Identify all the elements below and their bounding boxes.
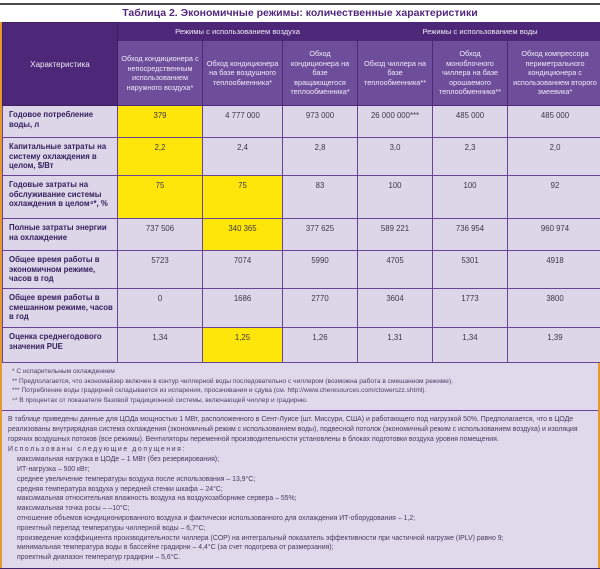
assumption-item: средняя температура воздуха у передней стенки шкафа – 24°С;	[17, 485, 223, 493]
table-cell: 2,0	[508, 138, 600, 176]
table-cell: 1,34	[433, 328, 508, 363]
column-header-rotary-heat-exchanger: Обход кондиционера на базе вращающегося теплообменника*	[283, 41, 358, 106]
table-cell: 5723	[118, 251, 203, 289]
table-row	[3, 138, 600, 176]
table-cell: 4705	[358, 251, 433, 289]
table-cell: 26 000 000***	[358, 106, 433, 138]
table-cell: 75	[203, 176, 283, 219]
row-label: Годовые затраты на обслуживание системы охлаждения в целом⁴*, %	[3, 176, 118, 219]
table-cell: 2770	[283, 289, 358, 328]
table-cell: 2,3	[433, 138, 508, 176]
table-cell: 589 221	[358, 219, 433, 251]
table-cell: 736 954	[433, 219, 508, 251]
column-header-compressor-second-coil: Обход компрессора периметрального кондиционера с использованием второго змеевика*	[508, 41, 600, 106]
table-cell: 3,0	[358, 138, 433, 176]
row-label: Общее время работы в экономичном режиме, часов в год	[3, 251, 118, 289]
footnote: *** Потребление воды градирней складывается из испарения, просачивания и сдува (см. http://www.cheresources.com/ctowerszz.shtml).	[12, 387, 427, 394]
assumption-item: проектный диапазон температур градирни – 5,6°С.	[17, 554, 181, 562]
table-cell: 2,4	[203, 138, 283, 176]
row-label: Оценка среднегодового значения PUE	[3, 328, 118, 363]
table-cell: 1,39	[508, 328, 600, 363]
footnote: ** Предполагается, что экономайзер включен в контур чиллерной воды последовательно с чиллером (возможна работа в смешанном режиме).	[12, 377, 453, 385]
table-cell: 1,34	[118, 328, 203, 363]
assumption-item: максимальная точка росы – –10°С;	[17, 505, 130, 513]
table-cell: 5990	[283, 251, 358, 289]
table-cell: 1686	[203, 289, 283, 328]
table-cell: 1773	[433, 289, 508, 328]
column-header-direct-air: Обход кондиционера с непосредственным использованием наружного воздуха*	[118, 41, 203, 106]
table-cell: 100	[433, 176, 508, 219]
footnote: ⁴* В процентах от показателя базовой традиционной системы, включающей чиллер и градирню.	[12, 396, 308, 404]
table-header	[3, 23, 600, 106]
column-header-air-heat-exchanger: Обход кондиционера на базе воздушного теплообменника*	[203, 41, 283, 106]
table-cell: 340 365	[203, 219, 283, 251]
table-row	[3, 289, 600, 328]
assumption-item: среднее увеличение температуры воздуха после использования – 13,9°С;	[17, 475, 256, 483]
table-body	[3, 106, 600, 363]
table-cell: 485 000	[433, 106, 508, 138]
table-row	[3, 106, 600, 138]
table-cell: 5301	[433, 251, 508, 289]
row-label: Капитальные затраты на систему охлаждения в целом, $/Вт	[3, 138, 118, 176]
table-cell: 7074	[203, 251, 283, 289]
assumption-item: отношение объемов кондиционированного воздуха и фактически использованного для охлаждения ИТ-оборудования – 1,2;	[17, 514, 416, 522]
table-cell: 4918	[508, 251, 600, 289]
table-cell: 2,8	[283, 138, 358, 176]
table-frame	[0, 22, 600, 568]
group-header-water-modes: Режимы с использованием воды	[358, 23, 600, 41]
table-cell: 485 000	[508, 106, 600, 138]
table-cell: 92	[508, 176, 600, 219]
row-label: Годовое потребление воды, л	[3, 106, 118, 138]
table-cell: 4 777 000	[203, 106, 283, 138]
table-cell: 377 625	[283, 219, 358, 251]
table-cell: 379	[118, 106, 203, 138]
assumption-item: ИТ-нагрузка – 500 кВт;	[17, 465, 90, 473]
row-label: Полные затраты энергии на охлаждение	[3, 219, 118, 251]
table-row	[3, 176, 600, 219]
assumption-item: максимальная относительная влажность воздуха на воздухозаборнике сервера – 55%;	[17, 495, 297, 503]
assumption-item: максимальная нагрузка в ЦОДе – 1 МВт (без резервирования);	[17, 456, 220, 464]
table-title: Таблица 2. Экономичные режимы: количественные характеристики	[122, 7, 478, 19]
column-header-chiller-heat-exchanger: Обход чиллера на базе теплообменника**	[358, 41, 433, 106]
table-cell: 1,31	[358, 328, 433, 363]
table-cell: 737 506	[118, 219, 203, 251]
table-cell: 960 974	[508, 219, 600, 251]
assumption-item: минимальная температура воды в бассейне градирни – 4,4°С (за счет подогрева от размерзания);	[17, 544, 334, 552]
group-header-row	[3, 23, 600, 41]
row-label: Общее время работы в смешанном режиме, часов в год	[3, 289, 118, 328]
column-header-monoblock-chiller: Обход моноблочного чиллера на базе орошаемого теплообменника**	[433, 41, 508, 106]
assumption-item: произведение коэффициента производительности чиллера (COP) на интегральный показатель эффективности при частичной нагрузке (IPLV) равно 9;	[17, 534, 504, 542]
table-cell: 100	[358, 176, 433, 219]
table-cell: 3800	[508, 289, 600, 328]
table-cell: 83	[283, 176, 358, 219]
table-cell: 0	[118, 289, 203, 328]
data-table	[2, 22, 600, 363]
table-row	[3, 219, 600, 251]
assumptions-title: Использованы следующие допущения:	[8, 446, 187, 454]
group-header-air-modes: Режимы с использованием воздуха	[118, 23, 358, 41]
table-cell: 75	[118, 176, 203, 219]
table-row	[3, 328, 600, 363]
assumption-item: проектный перепад температуры чиллерной воды – 6,7°С;	[17, 524, 206, 532]
table-cell: 2,2	[118, 138, 203, 176]
table-row	[3, 251, 600, 289]
assumptions-block	[2, 410, 598, 568]
table-cell: 1,26	[283, 328, 358, 363]
table-cell: 3604	[358, 289, 433, 328]
table-cell: 1,25	[203, 328, 283, 363]
footnote: * С испарительным охлаждением	[12, 368, 115, 375]
corner-header-characteristic: Характеристика	[3, 23, 118, 106]
table-description: В таблице приведены данные для ЦОДа мощностью 1 МВт, расположенного в Сент-Луисе (шт. Миссури, США) и работающего под нагрузкой 50%. Предполагается, что в ЦОДе реализованы внутрирядная система охлаждения (экономичный режим с использованием воды), подвесной потолок (экономичный режим с использованием воздуха) и изоляция горячих воздушных потоков (все режимы). Вентиляторы переменной производительности установлены в блоках подготовки воздуха уровня помещения.	[8, 416, 578, 443]
table-cell: 973 000	[283, 106, 358, 138]
footnotes-block	[2, 363, 598, 410]
